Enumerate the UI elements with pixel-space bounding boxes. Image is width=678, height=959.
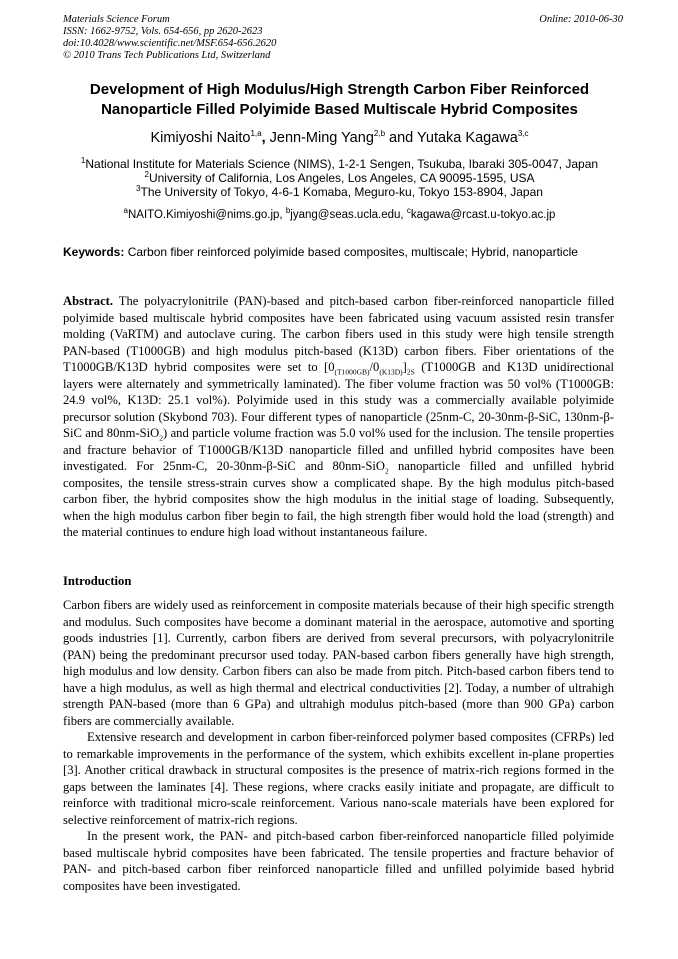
affiliation-1-sup: 1 bbox=[80, 156, 86, 165]
intro-paragraph-1: Carbon fibers are widely used as reinforcement in composite materials because of their high specific strength and modulus. Such composites have become a dominant material in the aerospace, automotive and sporting goods industries [1]. Currently, carbon fibers are derived from several precursors, with polyacrylonitrile (PAN) being the predominant precursor used today. PAN-based carbon fibers generally have high strength, high modulus and low density. Carbon fibers can also be made from pitch. Pitch-based carbon fibers tend to have a high modulus, as well as high thermal and electrical conductivities [2]. Today, a number of ultrahigh strength PAN-based (more than 6 GPa) and ultrahigh modulus pitch-based (more than 900 GPa) carbon fibers are commercially available. bbox=[63, 598, 614, 728]
affiliation-list bbox=[63, 157, 616, 199]
issn-line: ISSN: 1662-9752, Vols. 654-656, pp 2620-2623 bbox=[63, 26, 263, 37]
introduction-heading: Introduction bbox=[63, 574, 132, 588]
paper-title bbox=[63, 80, 616, 119]
abstract-text-6: nanoparticle filled and unfilled hybrid composites, the tensile stress-strain curves show a complicated shape. By the high modulus pitch-based carbon fiber, the hybrid composites show the high modulus in the initial stage of loading. Subsequently, when the high modulus carbon fiber begin to fail, the high strength fiber would hold the load (strength) and the material continues to endure high load without instantaneous failure. bbox=[63, 459, 614, 539]
abstract-text-5: ) and particle volume fraction was 5.0 vol% used for the inclusion. The tensile properties and fracture behavior of T1000GB/K13D nanoparticle filled and unfilled hybrid composites have been investigated. For 25nm-C, 20-30nm-β-SiC and 80nm-SiO bbox=[63, 426, 614, 473]
abstract-sub-3: 2S bbox=[406, 367, 415, 377]
abstract-sub-1: (T1000GB) bbox=[334, 367, 370, 377]
abstract-text-2: /0 bbox=[369, 360, 380, 374]
abstract-sub-5: 2 bbox=[384, 466, 389, 476]
email-a: NAITO.Kimiyoshi@nims.go.jp, bbox=[128, 209, 283, 221]
abstract-sub-4: 2 bbox=[159, 433, 164, 443]
intro-paragraph-2: Extensive research and development in carbon fiber-reinforced polymer based composites (CFRPs) led to remarkable improvements in the performance of the system, which exhibits excellent in-plane properties [3]. Another critical drawback in structural composites is the presence of matrix-rich regions formed in the gaps between the laminates [4]. These regions, where cracks easily initiate and propagate, are difficult to reinforce with traditional micro-scale reinforcement. Various nano-scale materials have been explored for selective reinforcement of matrix-rich regions. bbox=[63, 730, 614, 827]
keywords-label: Keywords: bbox=[63, 245, 125, 259]
affiliation-3-sup: 3 bbox=[136, 184, 141, 193]
author-and: and bbox=[389, 130, 414, 146]
email-list bbox=[63, 208, 616, 222]
online-date: Online: 2010-06-30 bbox=[539, 14, 623, 25]
author-1-sup: 1,a bbox=[250, 129, 262, 139]
abstract-paragraph bbox=[63, 293, 614, 541]
affiliation-3 bbox=[63, 185, 616, 199]
abstract-label: Abstract. bbox=[63, 294, 114, 308]
author-1-name: Kimiyoshi Naito bbox=[150, 130, 251, 146]
doi-line: doi:10.4028/www.scientific.net/MSF.654-656.2620 bbox=[63, 38, 277, 49]
abstract-text-3: ] bbox=[402, 360, 407, 374]
keywords-line bbox=[63, 245, 623, 259]
author-2-sup: 2,b bbox=[373, 129, 386, 139]
title-line-1: Development of High Modulus/High Strength Carbon Fiber Reinforced bbox=[89, 81, 590, 98]
intro-paragraph-3: In the present work, the PAN- and pitch-based carbon fiber-reinforced nanoparticle filled polyimide based multiscale hybrid composites have been fabricated. The tensile properties and fracture behavior of PAN- and pitch-based carbon fiber reinforced nanoparticle filled and unfilled polyimide based hybrid composites have been investigated. bbox=[63, 829, 614, 893]
affiliation-1-text: National Institute for Materials Science (NIMS), 1-2-1 Sengen, Tsukuba, Ibaraki 305-0047, Japan bbox=[85, 157, 599, 171]
title-line-2: Nanoparticle Filled Polyimide Based Multiscale Hybrid Composites bbox=[101, 100, 578, 118]
author-list: Kimiyoshi Naito$^{1,a}$, Jenn-Ming Yang$^{2,b}$ and Yutaka Kagawa$^{3,c}$ bbox=[150, 129, 529, 146]
abstract-text-1: The polyacrylonitrile (PAN)-based and pitch-based carbon fiber-reinforced nanoparticle filled polyimide based multiscale hybrid composites have been fabricated using vacuum assisted resin transfer molding (VaRTM) and autoclave curing. The carbon fibers used in this study were high tensile strength PAN-based (T1000GB) and high modulus pitch-based (K13D) carbon fibers. Fiber orientations of the T1000GB/K13D hybrid composites were set to [0 bbox=[63, 294, 614, 374]
copyright-line: © 2010 Trans Tech Publications Ltd, Switzerland bbox=[63, 50, 271, 61]
affiliation-1 bbox=[63, 157, 616, 171]
author-2-name: Jenn-Ming Yang bbox=[269, 130, 374, 146]
author-3-name: Yutaka Kagawa bbox=[417, 130, 518, 146]
keywords-text: Carbon fiber reinforced polyimide based composites, multiscale; Hybrid, nanoparticle bbox=[127, 245, 578, 259]
author-3-sup: 3,c bbox=[517, 129, 529, 139]
abstract-sub-2: (K13D) bbox=[379, 367, 403, 377]
abstract-text-4: (T1000GB and K13D unidirectional layers were alternately and symmetrically laminated). The fiber volume fraction was 50 vol% (T1000GB: 24.9 vol%, K13D: 25.1 vol%). Polyimide used in this study was a commercially available polyimide precursor solution (Skybond 703). Four different types of nanoparticle (25nm-C, 20-30nm-β-SiC, 130nm-β-SiC and 80nm-SiO bbox=[63, 360, 614, 440]
affiliation-2 bbox=[63, 171, 616, 185]
email-b-sup: b bbox=[285, 206, 291, 216]
email-c-sup: c bbox=[406, 206, 411, 216]
email-c: kagawa@rcast.u-tokyo.ac.jp bbox=[410, 209, 556, 221]
affiliation-3-text: The University of Tokyo, 4-6-1 Komaba, Meguro-ku, Tokyo 153-8904, Japan bbox=[140, 185, 543, 199]
introduction-body bbox=[63, 597, 614, 894]
affiliation-2-sup: 2 bbox=[144, 170, 149, 179]
affiliation-2-text: University of California, Los Angeles, Los Angeles, CA 90095-1595, USA bbox=[148, 171, 535, 185]
journal-name: Materials Science Forum bbox=[63, 14, 170, 25]
journal-header bbox=[63, 14, 623, 62]
email-b: jyang@seas.ucla.edu, bbox=[290, 209, 404, 221]
email-a-sup: a bbox=[123, 206, 128, 216]
